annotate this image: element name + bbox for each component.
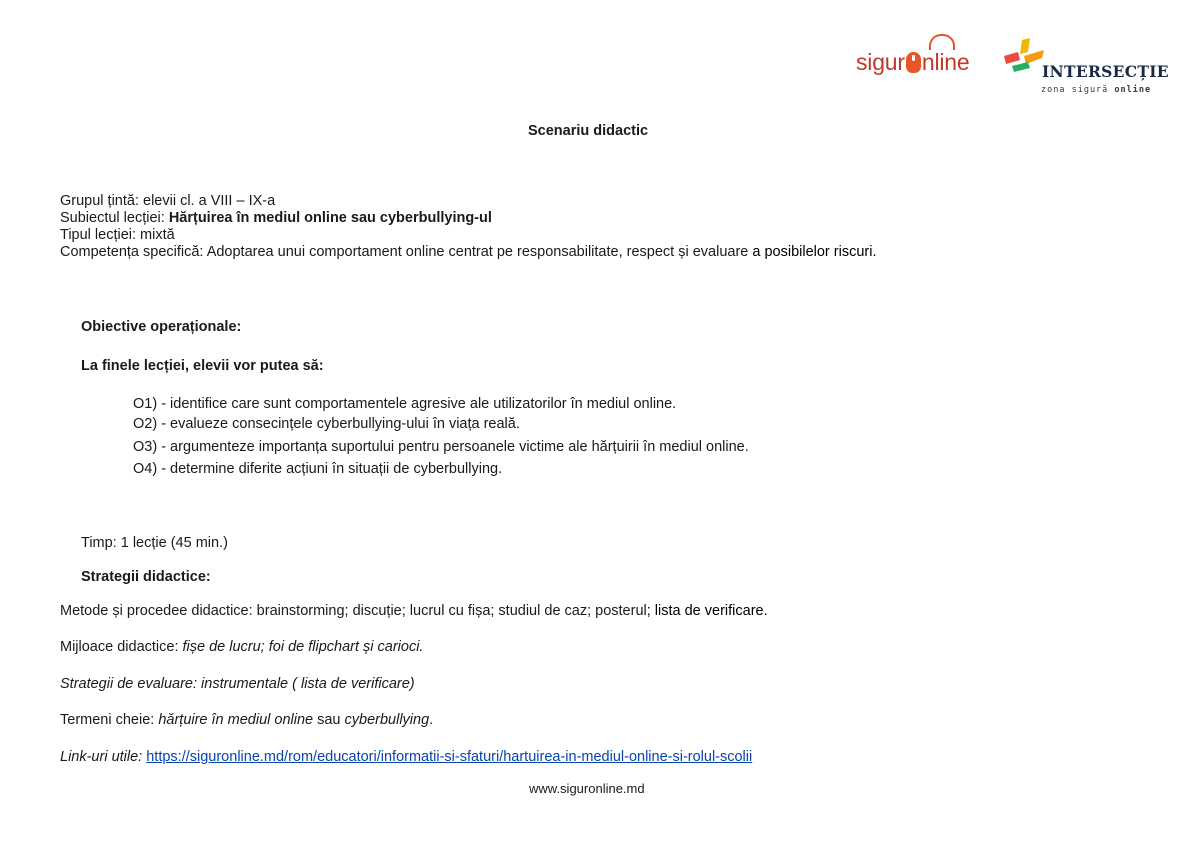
competence-end: a posibilelor riscuri. [752,244,877,260]
siguronline-logo [856,48,969,76]
logo-text-sigur: sigur [856,49,905,75]
objective-item: O1) - identifice care sunt comportamentele agresive ale utilizatorilor în mediul online. [133,396,677,412]
tagline-plain: zona sigură [1041,85,1115,95]
logo-text-nline: nline [921,49,970,75]
means-label: Mijloace didactice: [60,639,183,655]
methods-line [60,603,768,620]
subject-value: Hărțuirea în mediul online sau cyberbullying-ul [168,210,492,226]
means-value: fișe de lucru; foi de flipchart și carioci. [182,639,424,655]
evaluation-line: Strategii de evaluare: instrumentale ( lista de verificare) [60,676,415,692]
intersectie-logo-text: INTERSECȚIE [1042,62,1169,81]
mouse-icon [906,52,921,73]
mouse-cord-icon [929,34,955,50]
footer-website: www.siguronline.md [529,781,645,796]
lesson-subject [60,210,492,227]
lesson-type: Tipul lecției: mixtă [60,227,175,243]
page-title: Scenariu didactic [528,123,649,139]
links-line [60,749,752,766]
methods-label: Metode și procedee didactice: brainstorming; discuție; lucrul cu fișa; studiul de caz; posterul [60,603,647,619]
strategies-heading: Strategii didactice: [81,569,211,585]
useful-link[interactable]: https://siguronline.md/rom/educatori/informatii-si-sfaturi/hartuirea-in-mediul-online-si-rolul-scolii [146,749,753,765]
keywords-sep: sau [313,712,345,728]
keywords-label: Termeni cheie: [60,712,159,728]
keywords-end: . [429,712,434,728]
intersectie-mark-icon [1000,36,1048,80]
methods-end: ; lista de verificare. [646,603,768,619]
objectives-heading: Obiective operaționale: [81,319,242,335]
lesson-time: Timp: 1 lecție (45 min.) [81,535,228,551]
objective-item: O2) - evalueze consecințele cyberbullying-ului în viața reală. [133,416,520,432]
objective-item: O4) - determine diferite acțiuni în situații de cyberbullying. [133,461,503,477]
links-label: Link-uri utile: [60,749,147,765]
keyword-2: cyberbullying [344,712,430,728]
objective-item: O3) - argumenteze importanța suportului pentru persoanele victime ale hărțuirii în mediul online. [133,439,749,455]
tagline-bold: online [1114,85,1152,95]
intersectie-tagline [1041,85,1151,95]
means-line [60,639,423,656]
keyword-1: hărțuire în mediul online [158,712,314,728]
subject-label: Subiectul lecției: [60,210,169,226]
target-group: Grupul țintă: elevii cl. a VIII – IX-a [60,193,276,209]
competence-label: Competența specifică: Adoptarea unui comportament online centrat pe responsabilitate, respect și evaluare [60,244,753,260]
keywords-line [60,712,433,729]
objectives-intro: La finele lecției, elevii vor putea să: [81,358,324,374]
specific-competence [60,244,876,261]
